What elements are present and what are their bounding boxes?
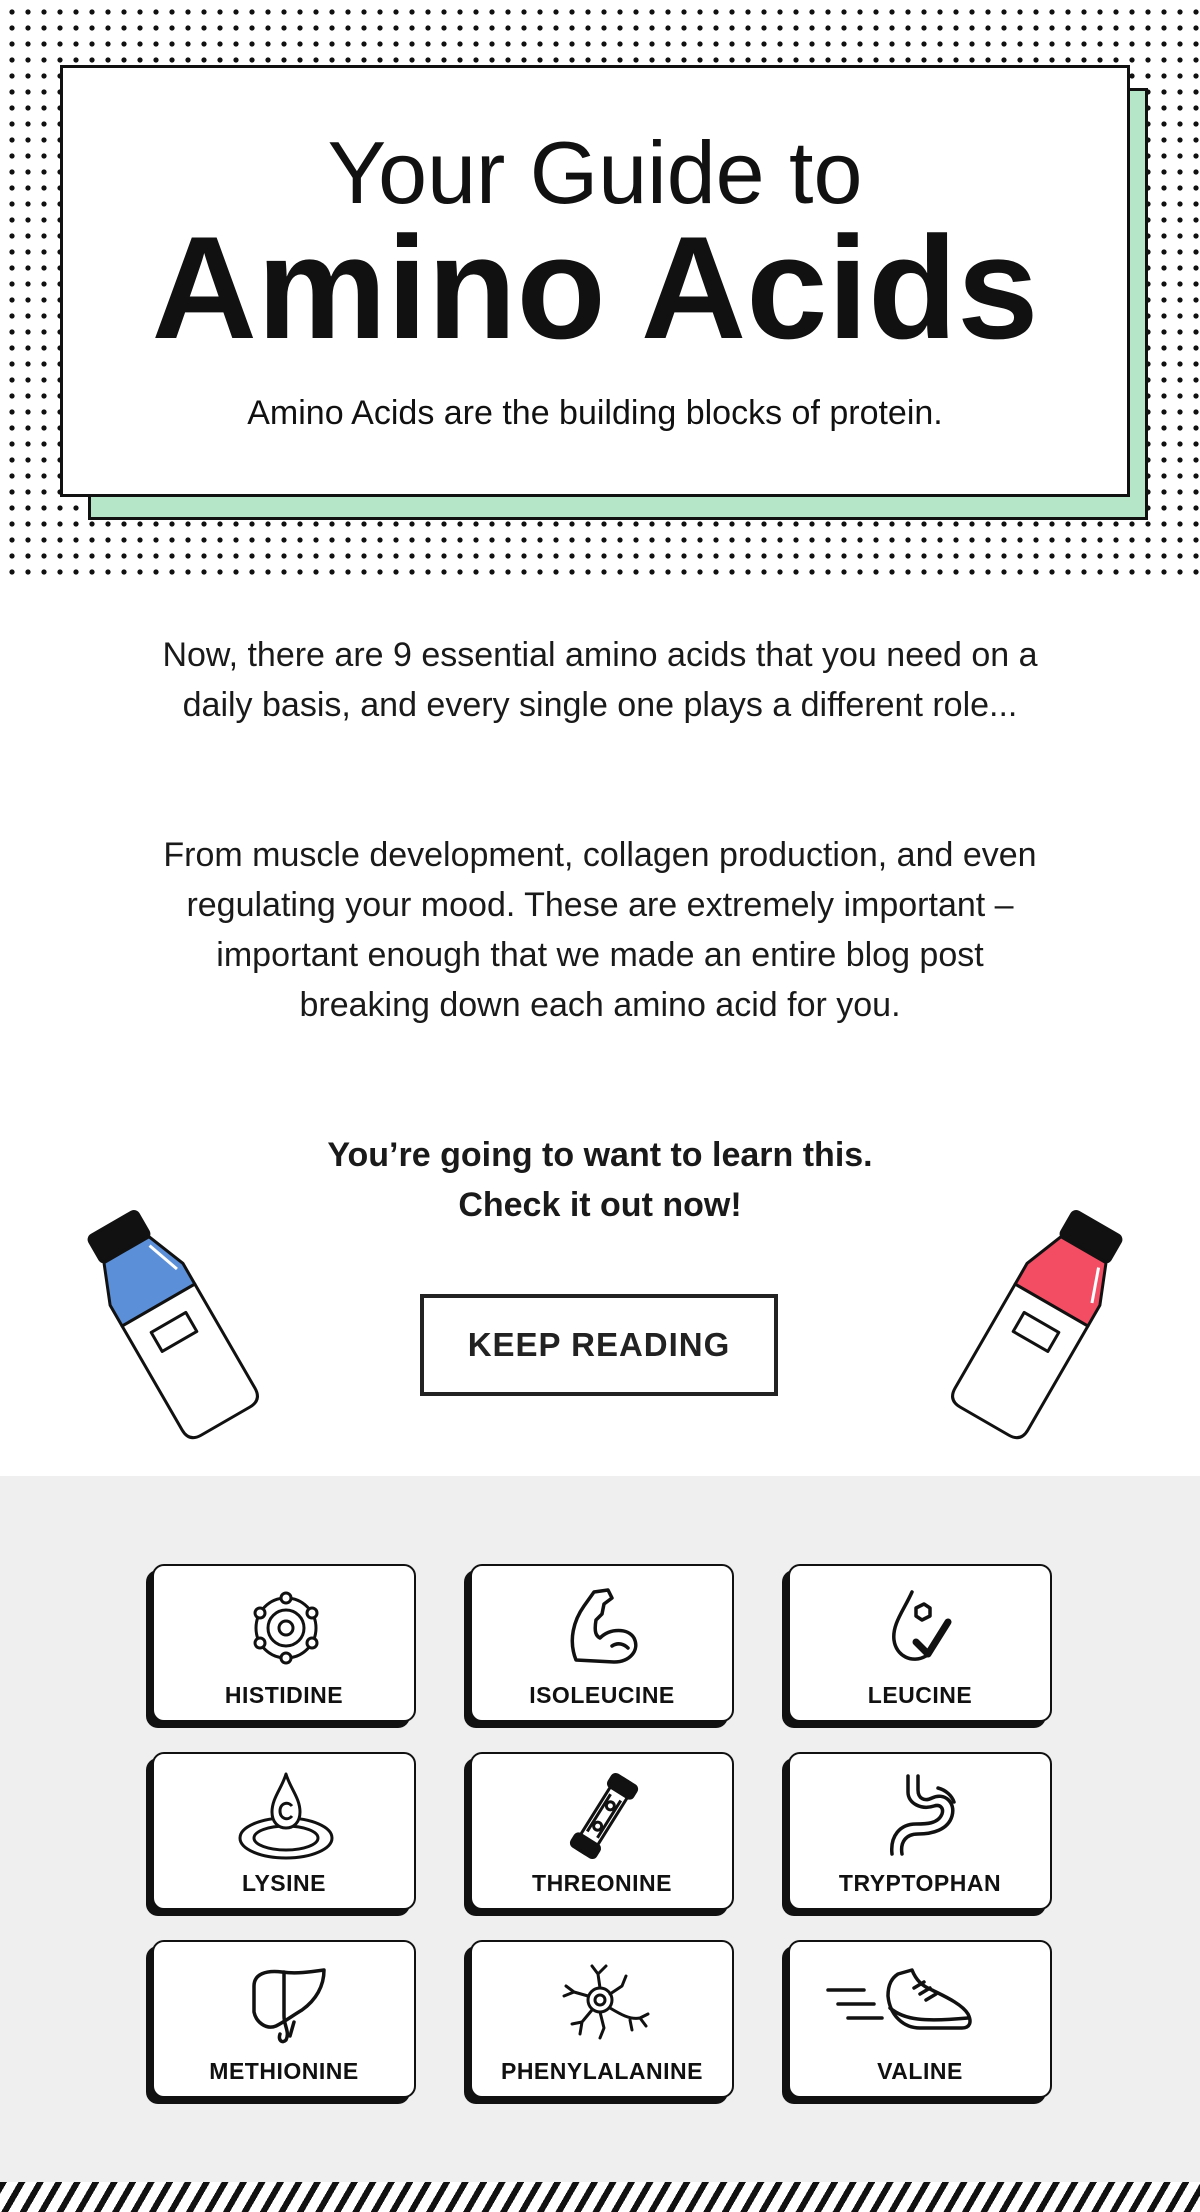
- liver-icon: [236, 1956, 336, 2052]
- tile-label: TRYPTOPHAN: [838, 1870, 1002, 1896]
- amino-acid-grid: [0, 1476, 1200, 2182]
- intro-callout: [150, 1130, 1050, 1230]
- intro-callout-line2: Check it out now!: [458, 1186, 742, 1224]
- flexed-arm-icon: [554, 1580, 654, 1676]
- tile-leucine[interactable]: [788, 1564, 1052, 1722]
- tile-tryptophan[interactable]: [788, 1752, 1052, 1910]
- tile-valine[interactable]: [788, 1940, 1052, 2098]
- tile-label: ISOLEUCINE: [529, 1682, 675, 1708]
- hero-title-line1: Your Guide to: [327, 123, 863, 222]
- footer-stripe-border: [0, 2182, 1200, 2212]
- tile-label: THREONINE: [532, 1870, 672, 1896]
- tile-label: METHIONINE: [209, 2058, 359, 2084]
- tile-label: PHENYLALANINE: [500, 2058, 703, 2084]
- stomach-icon: [872, 1768, 972, 1864]
- tile-label: LEUCINE: [867, 1682, 973, 1708]
- molecule-icon: [236, 1580, 336, 1676]
- running-shoe-icon: [824, 1956, 984, 2052]
- tile-lysine[interactable]: [152, 1752, 416, 1910]
- tile-isoleucine[interactable]: [470, 1564, 734, 1722]
- tile-methionine[interactable]: [152, 1940, 416, 2098]
- tile-label: HISTIDINE: [224, 1682, 344, 1708]
- bone-bandage-icon: [554, 1768, 654, 1864]
- blue-bottle-icon: [70, 1200, 270, 1455]
- hero-section: [0, 0, 1200, 575]
- tile-label: LYSINE: [242, 1870, 326, 1896]
- hero-subtitle: Amino Acids are the building blocks of protein.: [247, 394, 943, 432]
- intro-paragraph-2: From muscle development, collagen production, and even regulating your mood. These are extremely important – important enough that we made an entire blog post breaking down each amino acid for you.: [163, 836, 1037, 1024]
- hero-title-line2: Amino Acids: [151, 206, 1039, 369]
- neuron-icon: [554, 1956, 654, 2052]
- drop-check-icon: [872, 1580, 972, 1676]
- keep-reading-button[interactable]: KEEP READING: [420, 1294, 778, 1396]
- tile-label: VALINE: [877, 2058, 963, 2084]
- tile-phenylalanine[interactable]: [470, 1940, 734, 2098]
- vitamin-c-drop-icon: [236, 1768, 336, 1864]
- tile-histidine[interactable]: [152, 1564, 416, 1722]
- tile-threonine[interactable]: [470, 1752, 734, 1910]
- intro-callout-line1: You’re going to want to learn this.: [327, 1136, 873, 1174]
- red-bottle-icon: [940, 1200, 1140, 1455]
- intro-paragraph-1: Now, there are 9 essential amino acids that you need on a daily basis, and every single one plays a different role...: [162, 636, 1038, 724]
- hero-card: [60, 65, 1130, 497]
